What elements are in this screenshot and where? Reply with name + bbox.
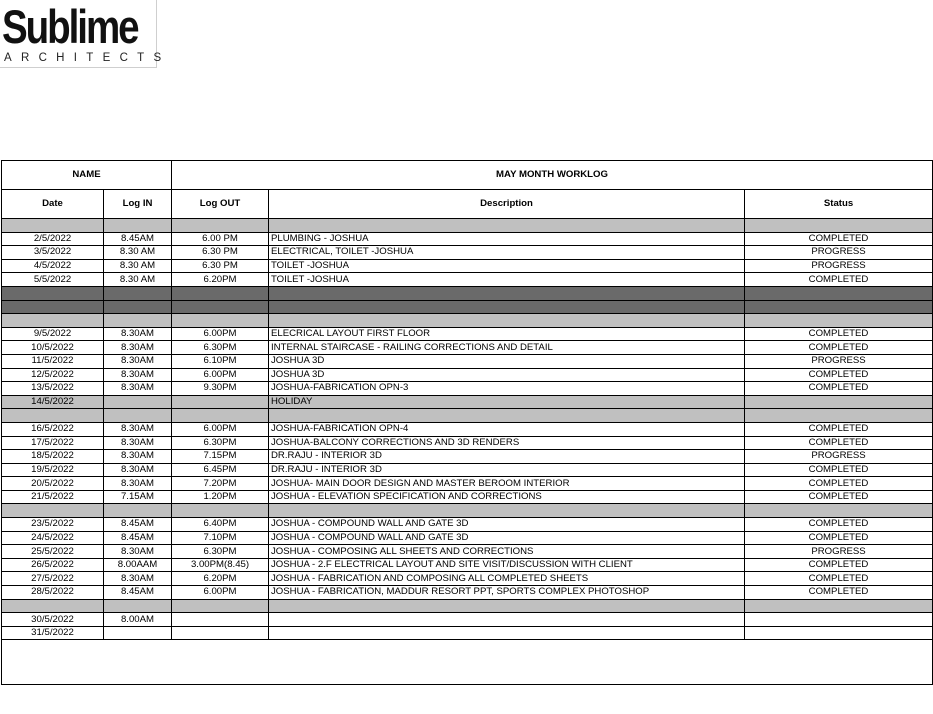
cell-description: DR.RAJU - INTERIOR 3D [269, 463, 745, 477]
table-row [2, 368, 933, 382]
cell-date: 4/5/2022 [2, 259, 104, 273]
cell-description: ELECRICAL LAYOUT FIRST FLOOR [269, 327, 745, 341]
table-row [2, 558, 933, 572]
col-header-date: Date [2, 190, 104, 219]
table-row [2, 599, 933, 613]
cell-log-in: 8.45AM [104, 531, 172, 545]
cell-description: JOSHUA- MAIN DOOR DESIGN AND MASTER BEROOM INTERIOR [269, 477, 745, 491]
cell-description [269, 599, 745, 613]
cell-description: JOSHUA 3D [269, 354, 745, 368]
cell-log-out: 6.45PM [172, 463, 269, 477]
cell-log-out: 6.00PM [172, 422, 269, 436]
title-row [2, 161, 933, 190]
cell-description [269, 219, 745, 233]
cell-date [2, 599, 104, 613]
cell-log-out [172, 219, 269, 233]
cell-log-in: 8.30 AM [104, 259, 172, 273]
table-row [2, 327, 933, 341]
cell-description [269, 504, 745, 518]
cell-log-out: 3.00PM(8.45) [172, 558, 269, 572]
cell-description: JOSHUA - COMPOSING ALL SHEETS AND CORRECTIONS [269, 545, 745, 559]
cell-log-in: 8.30AM [104, 436, 172, 450]
cell-date: 10/5/2022 [2, 341, 104, 355]
cell-status: PROGRESS [745, 354, 933, 368]
cell-log-out: 9.30PM [172, 382, 269, 396]
cell-date: 30/5/2022 [2, 613, 104, 627]
cell-log-out: 6.20PM [172, 572, 269, 586]
cell-log-out: 6.30 PM [172, 246, 269, 260]
cell-log-out: 6.30PM [172, 341, 269, 355]
cell-status: COMPLETED [745, 490, 933, 504]
cell-log-out [172, 599, 269, 613]
cell-status [745, 286, 933, 300]
cell-date: 19/5/2022 [2, 463, 104, 477]
cell-status [745, 626, 933, 640]
cell-log-out: 6.00 PM [172, 232, 269, 246]
cell-log-out: 6.30 PM [172, 259, 269, 273]
cell-log-in: 8.00AM [104, 613, 172, 627]
company-logo [0, 0, 171, 68]
cell-status: COMPLETED [745, 477, 933, 491]
cell-date: 17/5/2022 [2, 436, 104, 450]
cell-date: 5/5/2022 [2, 273, 104, 287]
cell-log-out: 6.20PM [172, 273, 269, 287]
cell-log-out: 6.00PM [172, 368, 269, 382]
cell-date: 16/5/2022 [2, 422, 104, 436]
cell-log-out [172, 286, 269, 300]
table-row [2, 341, 933, 355]
cell-date: 25/5/2022 [2, 545, 104, 559]
cell-log-in [104, 286, 172, 300]
col-header-description: Description [269, 190, 745, 219]
table-row [2, 246, 933, 260]
cell-description: JOSHUA 3D [269, 368, 745, 382]
cell-date: 3/5/2022 [2, 246, 104, 260]
table-row [2, 477, 933, 491]
table-row [2, 422, 933, 436]
cell-log-in: 8.45AM [104, 518, 172, 532]
cell-log-in [104, 409, 172, 423]
table-row [2, 354, 933, 368]
cell-status: COMPLETED [745, 586, 933, 600]
cell-description: JOSHUA - FABRICATION, MADDUR RESORT PPT, SPORTS COMPLEX PHOTOSHOP [269, 586, 745, 600]
cell-description: INTERNAL STAIRCASE - RAILING CORRECTIONS AND DETAIL [269, 341, 745, 355]
cell-log-in: 8.30AM [104, 545, 172, 559]
cell-description: JOSHUA-BALCONY CORRECTIONS AND 3D RENDERS [269, 436, 745, 450]
table-row [2, 531, 933, 545]
cell-status: COMPLETED [745, 436, 933, 450]
cell-status: COMPLETED [745, 368, 933, 382]
cell-date: 20/5/2022 [2, 477, 104, 491]
cell-log-in: 8.30 AM [104, 273, 172, 287]
cell-date: 9/5/2022 [2, 327, 104, 341]
table-row [2, 409, 933, 423]
cell-date: 21/5/2022 [2, 490, 104, 504]
cell-description [269, 314, 745, 328]
logo-wordmark: Sublime [2, 0, 138, 53]
cell-log-out: 1.20PM [172, 490, 269, 504]
cell-log-in [104, 219, 172, 233]
blank-footer-row [2, 640, 933, 685]
cell-status: COMPLETED [745, 341, 933, 355]
cell-log-in: 7.15AM [104, 490, 172, 504]
cell-status: COMPLETED [745, 572, 933, 586]
cell-status: COMPLETED [745, 518, 933, 532]
blank-footer-cell [2, 640, 933, 685]
cell-log-in: 8.45AM [104, 586, 172, 600]
cell-status: COMPLETED [745, 382, 933, 396]
cell-date [2, 300, 104, 314]
cell-log-in [104, 395, 172, 409]
cell-log-in: 8.30AM [104, 450, 172, 464]
logo-subtitle: ARCHITECTS [4, 52, 171, 64]
table-row [2, 286, 933, 300]
cell-log-out: 6.40PM [172, 518, 269, 532]
cell-log-out [172, 409, 269, 423]
table-row [2, 504, 933, 518]
cell-status: PROGRESS [745, 545, 933, 559]
cell-date: 24/5/2022 [2, 531, 104, 545]
cell-status [745, 395, 933, 409]
cell-log-out [172, 314, 269, 328]
cell-date: 26/5/2022 [2, 558, 104, 572]
cell-log-out [172, 613, 269, 627]
cell-description: JOSHUA - 2.F ELECTRICAL LAYOUT AND SITE VISIT/DISCUSSION WITH CLIENT [269, 558, 745, 572]
cell-status [745, 314, 933, 328]
cell-log-in: 8.30AM [104, 422, 172, 436]
cell-log-in: 8.30AM [104, 354, 172, 368]
table-row [2, 545, 933, 559]
cell-status [745, 409, 933, 423]
cell-status: COMPLETED [745, 422, 933, 436]
cell-log-in: 8.30AM [104, 341, 172, 355]
cell-status [745, 219, 933, 233]
cell-date: 28/5/2022 [2, 586, 104, 600]
cell-date: 11/5/2022 [2, 354, 104, 368]
cell-status [745, 300, 933, 314]
cell-log-in [104, 314, 172, 328]
cell-status: PROGRESS [745, 259, 933, 273]
cell-description: JOSHUA - ELEVATION SPECIFICATION AND CORRECTIONS [269, 490, 745, 504]
cell-date: 31/5/2022 [2, 626, 104, 640]
cell-status: COMPLETED [745, 327, 933, 341]
cell-log-out: 7.10PM [172, 531, 269, 545]
col-header-log-out: Log OUT [172, 190, 269, 219]
cell-log-in: 8.45AM [104, 232, 172, 246]
worklog-table [1, 160, 933, 685]
cell-log-in: 8.30AM [104, 327, 172, 341]
cell-log-out [172, 504, 269, 518]
table-row [2, 219, 933, 233]
cell-status [745, 613, 933, 627]
cell-status: COMPLETED [745, 558, 933, 572]
cell-log-in: 8.30AM [104, 572, 172, 586]
table-row [2, 518, 933, 532]
cell-status: COMPLETED [745, 273, 933, 287]
cell-date [2, 409, 104, 423]
col-header-log-in: Log IN [104, 190, 172, 219]
cell-date [2, 219, 104, 233]
cell-date: 12/5/2022 [2, 368, 104, 382]
table-row [2, 463, 933, 477]
cell-status: PROGRESS [745, 450, 933, 464]
name-header: NAME [2, 161, 172, 190]
table-row [2, 382, 933, 396]
cell-log-in: 8.30AM [104, 368, 172, 382]
cell-log-out [172, 300, 269, 314]
cell-date: 23/5/2022 [2, 518, 104, 532]
cell-log-out: 6.30PM [172, 436, 269, 450]
cell-log-in: 8.30AM [104, 463, 172, 477]
cell-log-in: 8.00AAM [104, 558, 172, 572]
table-row [2, 436, 933, 450]
cell-description: JOSHUA - FABRICATION AND COMPOSING ALL COMPLETED SHEETS [269, 572, 745, 586]
cell-date: 14/5/2022 [2, 395, 104, 409]
cell-description [269, 626, 745, 640]
cell-date: 13/5/2022 [2, 382, 104, 396]
table-row [2, 450, 933, 464]
cell-status: COMPLETED [745, 463, 933, 477]
cell-description: JOSHUA - COMPOUND WALL AND GATE 3D [269, 518, 745, 532]
cell-status: PROGRESS [745, 246, 933, 260]
cell-description [269, 286, 745, 300]
cell-description: JOSHUA - COMPOUND WALL AND GATE 3D [269, 531, 745, 545]
cell-log-out: 6.00PM [172, 327, 269, 341]
cell-description: JOSHUA-FABRICATION OPN-4 [269, 422, 745, 436]
cell-description: TOILET -JOSHUA [269, 273, 745, 287]
cell-status: COMPLETED [745, 531, 933, 545]
cell-description: DR.RAJU - INTERIOR 3D [269, 450, 745, 464]
cell-log-in [104, 300, 172, 314]
cell-date: 27/5/2022 [2, 572, 104, 586]
cell-status [745, 504, 933, 518]
cell-log-in: 8.30AM [104, 477, 172, 491]
cell-log-out [172, 395, 269, 409]
cell-description: HOLIDAY [269, 395, 745, 409]
column-header-row [2, 190, 933, 219]
cell-log-out: 7.15PM [172, 450, 269, 464]
table-row [2, 300, 933, 314]
cell-log-in [104, 599, 172, 613]
cell-description [269, 300, 745, 314]
cell-description [269, 613, 745, 627]
cell-status [745, 599, 933, 613]
table-row [2, 232, 933, 246]
cell-description: TOILET -JOSHUA [269, 259, 745, 273]
table-row [2, 490, 933, 504]
cell-log-in [104, 504, 172, 518]
worklog-title: MAY MONTH WORKLOG [172, 161, 933, 190]
cell-description: JOSHUA-FABRICATION OPN-3 [269, 382, 745, 396]
table-row [2, 395, 933, 409]
table-row [2, 613, 933, 627]
table-row [2, 259, 933, 273]
col-header-status: Status [745, 190, 933, 219]
cell-date: 18/5/2022 [2, 450, 104, 464]
cell-log-out: 6.10PM [172, 354, 269, 368]
cell-description [269, 409, 745, 423]
table-row [2, 586, 933, 600]
table-row [2, 314, 933, 328]
cell-date [2, 314, 104, 328]
cell-description: PLUMBING - JOSHUA [269, 232, 745, 246]
table-row [2, 626, 933, 640]
cell-log-in: 8.30AM [104, 382, 172, 396]
cell-log-out: 6.00PM [172, 586, 269, 600]
cell-status: COMPLETED [745, 232, 933, 246]
cell-date: 2/5/2022 [2, 232, 104, 246]
cell-log-in: 8.30 AM [104, 246, 172, 260]
cell-date [2, 286, 104, 300]
cell-description: ELECTRICAL, TOILET -JOSHUA [269, 246, 745, 260]
table-row [2, 273, 933, 287]
cell-log-out: 6.30PM [172, 545, 269, 559]
cell-date [2, 504, 104, 518]
cell-log-out: 7.20PM [172, 477, 269, 491]
table-row [2, 572, 933, 586]
cell-log-out [172, 626, 269, 640]
cell-log-in [104, 626, 172, 640]
